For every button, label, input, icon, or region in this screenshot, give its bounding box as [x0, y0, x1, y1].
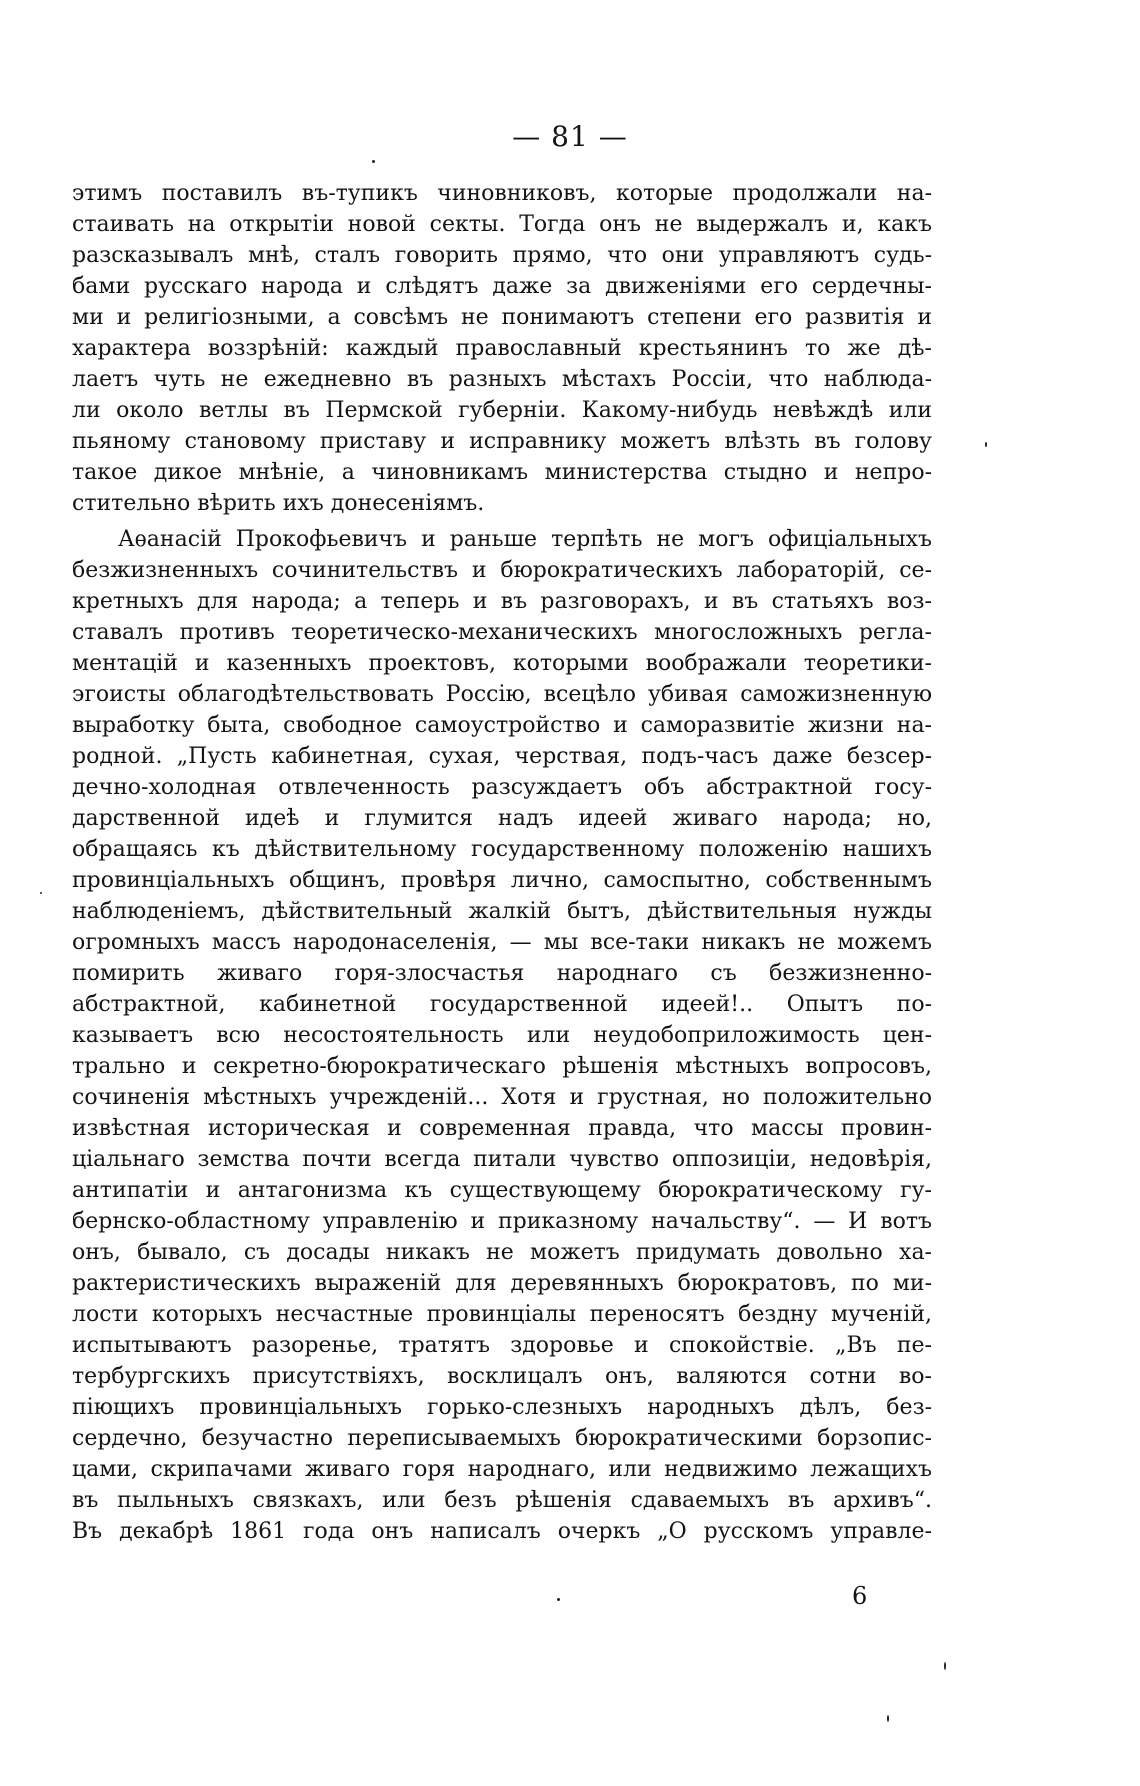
text-line: лаетъ чуть не ежедневно въ разныхъ мѣстахъ Россіи, что наблюда- — [72, 367, 932, 392]
text-line: лости которыхъ несчастные провинціалы переносятъ бездну мученій, — [72, 1302, 932, 1327]
text-line: бами русскаго народа и слѣдятъ даже за движеніями его сердечны- — [72, 274, 932, 299]
text-line: въ пыльныхъ связкахъ, или безъ рѣшенія сдаваемыхъ въ архивъ“. — [72, 1488, 932, 1513]
text-line: антипатіи и антагонизма къ существующему бюрократическому гу- — [72, 1178, 932, 1203]
scan-speck — [372, 160, 375, 163]
text-line: характера воззрѣній: каждый православный крестьянинъ то же дѣ- — [72, 336, 932, 361]
paragraph-1 — [72, 178, 932, 519]
text-line: тербургскихъ присутствіяхъ, восклицалъ онъ, валяются сотни во- — [72, 1364, 932, 1389]
text-line: этимъ поставилъ въ-тупикъ чиновниковъ, которые продолжали на- — [72, 181, 932, 206]
text-line: піющихъ провинціальныхъ горько-слезныхъ народныхъ дѣлъ, без- — [72, 1395, 932, 1420]
text-line: безжизненныхъ сочинительствъ и бюрократическихъ лабораторій, се- — [72, 558, 932, 583]
text-line: кретныхъ для народа; а теперь и въ разговорахъ, и въ статьяхъ воз- — [72, 589, 932, 614]
text-line: рактеристическихъ выраженій для деревянныхъ бюрократовъ, по ми- — [72, 1271, 932, 1296]
text-line: онъ, бывало, съ досады никакъ не можетъ придумать довольно ха- — [72, 1240, 932, 1265]
text-line: стительно вѣрить ихъ донесеніямъ. — [72, 491, 485, 516]
text-line: цами, скрипачами живаго горя народнаго, или недвижимо лежащихъ — [72, 1457, 932, 1482]
text-line: извѣстная историческая и современная правда, что массы провин- — [72, 1116, 932, 1141]
text-line: эгоисты облагодѣтельствовать Россію, всецѣло убивая саможизненную — [72, 682, 932, 707]
text-line: казываетъ всю несостоятельность или неудобоприложимость цен- — [72, 1023, 932, 1048]
text-line: дарственной идеѣ и глумится надъ идеей живаго народа; но, — [72, 806, 932, 831]
text-line: сочиненія мѣстныхъ учрежденій... Хотя и грустная, но положительно — [72, 1085, 932, 1110]
scan-speck — [557, 1598, 560, 1601]
text-line: бернско-областному управленію и приказному начальству“. — И вотъ — [72, 1209, 932, 1234]
text-line: разсказывалъ мнѣ, сталъ говорить прямо, что они управляютъ судь- — [72, 243, 932, 268]
text-line: ціальнаго земства почти всегда питали чувство оппозиціи, недовѣрія, — [72, 1147, 932, 1172]
paragraph-2 — [72, 524, 932, 1547]
signature-mark: 6 — [852, 1582, 868, 1610]
text-line: пьяному становому приставу и исправнику можетъ влѣзть въ голову — [72, 429, 932, 454]
text-line: наблюденіемъ, дѣйствительный жалкій бытъ, дѣйствительныя нужды — [72, 899, 932, 924]
text-line: ментацій и казенныхъ проектовъ, которыми воображали теоретики- — [72, 651, 932, 676]
text-line: родной. „Пусть кабинетная, сухая, черствая, подъ-часъ даже безсер- — [72, 744, 932, 769]
text-line: дечно-холодная отвлеченность разсуждаетъ объ абстрактной госу- — [72, 775, 932, 800]
page-number: — 81 — — [512, 120, 628, 153]
text-line: трально и секретно-бюрократическаго рѣшенія мѣстныхъ вопросовъ, — [72, 1054, 932, 1079]
text-line: Въ декабрѣ 1861 года онъ написалъ очеркъ „О русскомъ управле- — [72, 1519, 932, 1544]
text-line: выработку быта, свободное самоустройство и саморазвитіе жизни на- — [72, 713, 932, 738]
text-line: абстрактной, кабинетной государственной идеей!.. Опытъ по- — [72, 992, 932, 1017]
text-line: Аѳанасій Прокофьевичъ и раньше терпѣть не могъ офиціальныхъ — [118, 527, 932, 552]
text-line: стаивать на открытіи новой секты. Тогда онъ не выдержалъ и, какъ — [72, 212, 932, 237]
scan-speck — [944, 1662, 946, 1670]
text-line: ставалъ противъ теоретическо-механическихъ многосложныхъ регла- — [72, 620, 932, 645]
text-line: ми и религіозными, а совсѣмъ не понимаютъ степени его развитія и — [72, 305, 932, 330]
text-line: обращаясь къ дѣйствительному государственному положенію нашихъ — [72, 837, 932, 862]
text-line: испытываютъ разоренье, тратятъ здоровье и спокойствіе. „Въ пе- — [72, 1333, 932, 1358]
text-line: ли около ветлы въ Пермской губерніи. Какому-нибудь невѣждѣ или — [72, 398, 932, 423]
text-line: огромныхъ массъ народонаселенія, — мы все-таки никакъ не можемъ — [72, 930, 932, 955]
scan-speck — [40, 892, 42, 894]
text-line: такое дикое мнѣніе, а чиновникамъ министерства стыдно и непро- — [72, 460, 932, 485]
text-line: помирить живаго горя-злосчастья народнаго съ безжизненно- — [72, 961, 932, 986]
text-line: провинціальныхъ общинъ, провѣря лично, самоспытно, собственнымъ — [72, 868, 932, 893]
scan-speck — [887, 1715, 889, 1722]
scan-speck — [985, 442, 987, 447]
text-line: сердечно, безучастно переписываемыхъ бюрократическими борзопис- — [72, 1426, 932, 1451]
